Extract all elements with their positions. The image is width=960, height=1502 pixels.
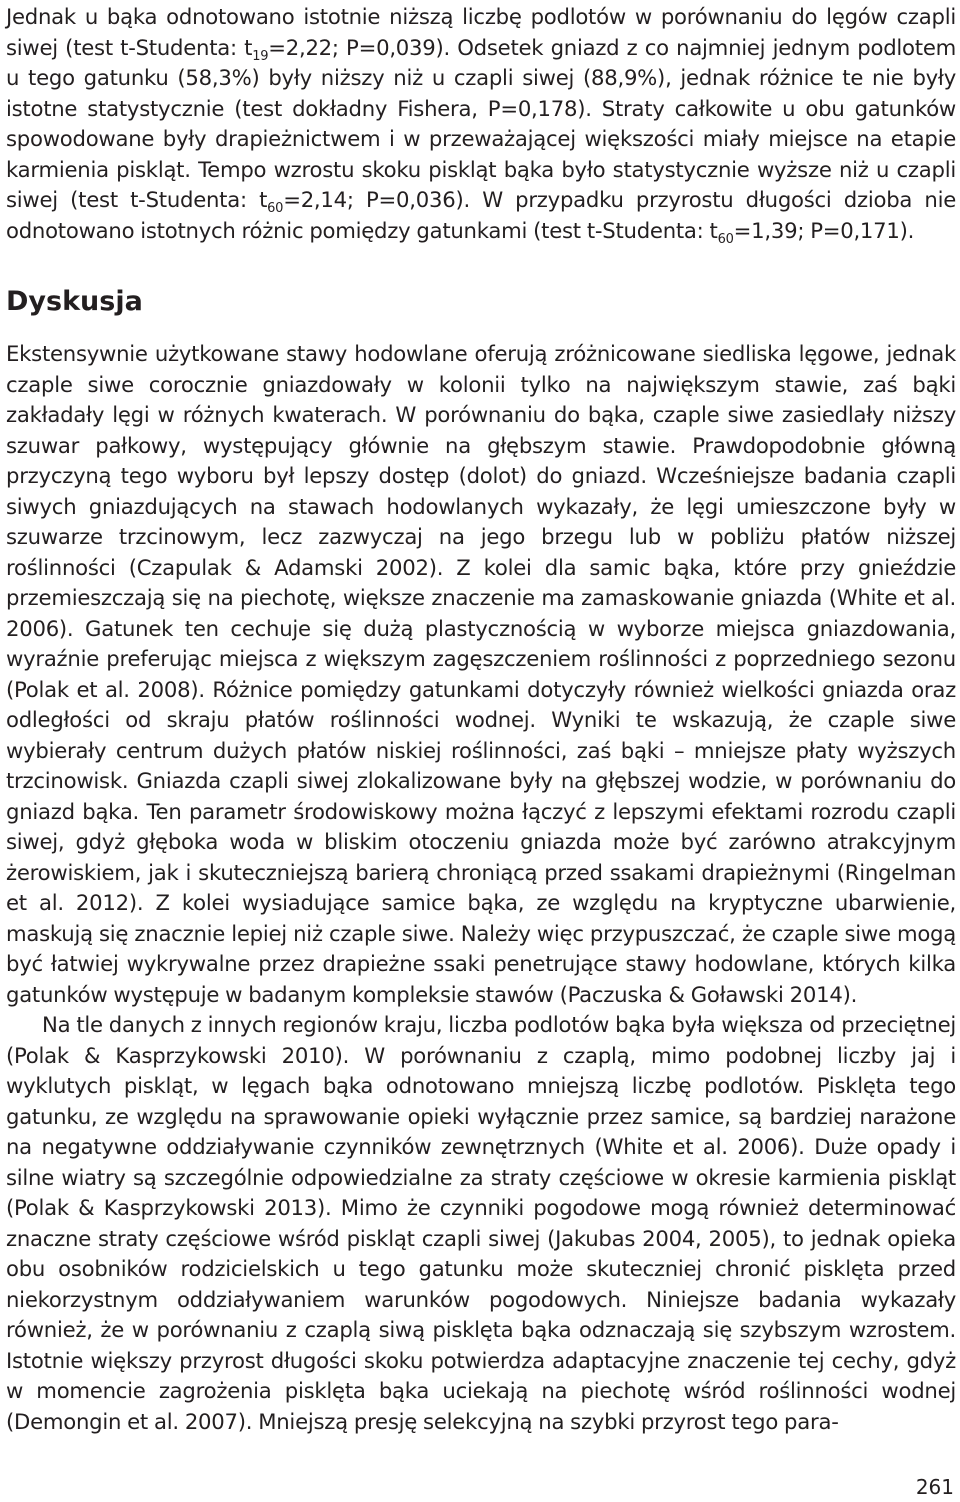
discussion-paragraph-1: Ekstensywnie użytkowane stawy hodowlane oferują zróżnicowane siedliska lęgowe, jednak czaple siwe corocznie gniazdowały w kolonii tylko na największym stawie, zaś bąki zakładały lęgi w różnych kwaterach. W porównaniu do bąka, czaple siwe zasiedlały niższy szuwar pałkowy, występujący głównie na głębszym stawie. Prawdopodobnie główną przyczyną tego wyboru był lepszy dostęp (dolot) do gniazd. Wcześniejsze badania czapli siwych gniazdujących na stawach hodowlanych wykazały, że lęgi umieszczone były w szuwarze trzcinowym, lecz zazwyczaj na jego brzegu lub w pobliżu płatów niższej roślinności (Czapulak & Adamski 2002). Z kolei dla samic bąka, które przy gnieździe przemieszczają się na piechotę, większe znaczenie ma zamaskowanie gniazda (White et al. 2006). Gatunek ten cechuje się dużą plastycznością w wyborze miejsca gniazdowania, wyraźnie preferując miejsca z większym zagęszczeniem roślinności z poprzedniego sezonu (Polak et al. 2008). Różnice pomiędzy gatunkami dotyczyły również wielkości gniazda oraz odległości od skraju płatów roślinności wodnej. Wyniki te wskazują, że czaple siwe wybierały centrum dużych płatów niskiej roślinności, zaś bąki – mniejsze płaty wyższych trzcinowisk. Gniazda czapli siwej zlokalizowane były na głębszej wodzie, w porównaniu do gniazd bąka. Ten parametr środowiskowy można łączyć z lepszymi efektami rozrodu czapli siwej, gdyż głęboka woda w bliskim otoczeniu gniazda może być zarówno atrakcyjnym żerowiskiem, jak i skuteczniejszą barierą chroniącą przed ssakami drapieżnymi (Ringelman et al. 2012). Z kolei wysiadujące samice bąka, ze względu na kryptyczne ubarwienie, maskują się znacznie lepiej niż czaple siwe. Należy więc przypuszczać, że czaple siwe mogą być łatwiej wykrywalne przez drapieżne ssaki penetrujące stawy hodowlane, których kilka gatunków występuje w badanym kompleksie stawów (Paczuska & Goławski 2014).	[6, 341, 956, 1007]
df-subscript-2: 60	[267, 201, 284, 216]
page	[6, 0, 956, 1437]
df-subscript-3: 60	[717, 231, 734, 247]
results-text-4: =1,39; P=0,171).	[733, 217, 915, 243]
discussion-paragraph-2: Na tle danych z innych regionów kraju, liczba podlotów bąka była większa od przeciętnej (Polak & Kasprzykowski 2010). W porównaniu z czaplą, mimo podobnej liczby jaj i wyklutych piskląt, w lęgach bąka odnotowano mniejszą liczbę podlotów. Pisklęta tego gatunku, ze względu na sprawowanie opieki wyłącznie przez samice, są bardziej narażone na negatywne oddziaływanie czynników zewnętrznych (White et al. 2006). Duże opady i silne wiatry są szczególnie odpowiedzialne za straty częściowe w okresie karmienia piskląt (Polak & Kasprzykowski 2013). Mimo że czynniki pogodowe mogą również determinować znaczne straty częściowe wśród piskląt czapli siwej (Jakubas 2004, 2005), to jednak opieka obu osobników rodzicielskich u tego gatunku może skuteczniej chronić pisklęta przed niekorzystnym oddziaływaniem warunków pogodowych. Niniejsze badania wykazały również, że w porównaniu z czaplą siwą pisklęta bąka odznaczają się szybszym wzrostem. Istotnie większy przyrost długości skoku potwierdza adaptacyjne znaczenie tej cechy, gdyż w momencie zagrożenia pisklęta bąka uciekają na piechotę wśród roślinności wodnej (Demongin et al. 2007). Mniejszą presję selekcyjną na szybki przyrost tego para-	[6, 1012, 956, 1434]
results-text-2: =2,22; P=0,039). Odsetek gniazd z co najmniej jednym podlotem u tego gatunku (58,3%) były niższy niż u czapli siwej (88,9%), jednak różnice te nie były istotne statystycznie (test dokładny Fishera, P=0,178). Straty całkowite u obu gatunków spowodowane były drapieżnictwem i w przeważającej większości miały miejsce na etapie karmienia piskląt. Tempo wzrostu skoku piskląt bąka było statystycznie wyższe niż u czapli siwej (test t-Studenta: t	[6, 34, 956, 212]
section-heading: Dyskusja	[6, 286, 143, 317]
results-paragraph	[6, 2, 956, 246]
df-subscript-1: 19	[252, 48, 269, 64]
page-number: 261	[915, 1475, 954, 1499]
results-text-3: =2,14; P=0,036). W przypadku przyrostu długości dzioba nie odnotowano istotnych różnic pomiędzy gatunkami (test t-Studenta: t	[6, 187, 957, 243]
results-text-1: Jednak u bąka odnotowano istotnie niższą liczbę podlotów w porównaniu do lęgów czapli siwej (test t-Studenta: t	[6, 4, 956, 60]
